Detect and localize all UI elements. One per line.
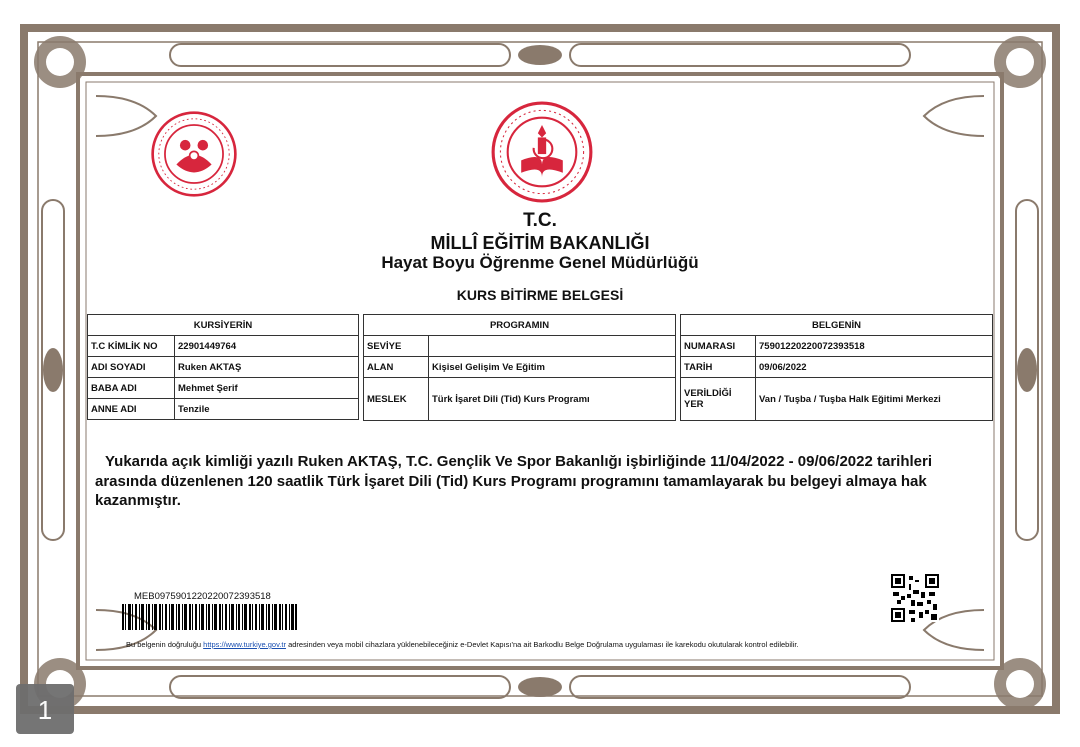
trainee-table (87, 314, 359, 420)
table-row (364, 357, 676, 378)
row-value: Tenzile (175, 399, 359, 420)
row-value: Türk İşaret Dili (Tid) Kurs Programı (429, 378, 676, 421)
row-value (429, 336, 676, 357)
table-row (364, 336, 676, 357)
certificate-statement (95, 452, 995, 511)
row-value: 22901449764 (175, 336, 359, 357)
row-label: MESLEK (364, 378, 429, 421)
qr-code-icon (891, 574, 939, 622)
row-value: 09/06/2022 (756, 357, 993, 378)
document-title: KURS BİTİRME BELGESİ (456, 287, 624, 303)
row-label: BABA ADI (88, 378, 175, 399)
statement-line-2: arasında düzenlenen 120 saatlik Türk İşaret Dili (Tid) Kurs Programı programını tamamlayarak bu belgeyi almaya hak (95, 472, 927, 490)
turkiye-gov-link[interactable]: https://www.turkiye.gov.tr (203, 640, 286, 649)
program-table (363, 314, 676, 421)
row-label: ADI SOYADI (88, 357, 175, 378)
row-value: Van / Tuşba / Tuşba Halk Eğitimi Merkezi (756, 378, 993, 421)
verification-note (126, 640, 799, 649)
heading-ministry: MİLLÎ EĞİTİM BAKANLIĞI (430, 233, 650, 253)
certificate-table-header: BELGENİN (681, 315, 993, 336)
table-row (681, 357, 993, 378)
row-label: ANNE ADI (88, 399, 175, 420)
table-row (681, 336, 993, 357)
gsb-seal-icon (150, 110, 238, 198)
certificate-table (680, 314, 993, 421)
table-row (88, 336, 359, 357)
row-label: TARİH (681, 357, 756, 378)
barcode-number: MEB0975901220220072393518 (134, 591, 271, 602)
barcode-icon (122, 604, 297, 630)
row-value: Ruken AKTAŞ (175, 357, 359, 378)
row-value: Kişisel Gelişim Ve Eğitim (429, 357, 676, 378)
table-row (88, 357, 359, 378)
row-label: T.C KİMLİK NO (88, 336, 175, 357)
row-value: Mehmet Şerif (175, 378, 359, 399)
table-row (88, 399, 359, 420)
table-row (88, 378, 359, 399)
statement-line-1: Yukarıda açık kimliği yazılı Ruken AKTAŞ, T.C. Gençlik Ve Spor Bakanlığı işbirliğinde 11/04/2022 - 09/06/2022 tarihleri (105, 453, 933, 470)
heading-directorate: Hayat Boyu Öğrenme Genel Müdürlüğü (381, 253, 699, 272)
program-table-header: PROGRAMIN (364, 315, 676, 336)
table-row (364, 378, 676, 421)
row-label: ALAN (364, 357, 429, 378)
heading-tc: T.C. (523, 210, 557, 231)
page-number-badge: 1 (16, 684, 74, 734)
row-label: VERİLDİĞİ YER (681, 378, 756, 421)
meb-seal-icon (490, 100, 594, 204)
footer-suffix: adresinden veya mobil cihazlara yüklenebileceğiniz e-Devlet Kapısı'na ait Barkodlu Belge Doğrulama uygulaması ile karekodu okutularak kontrol edilebilir. (288, 640, 799, 649)
row-label: SEVİYE (364, 336, 429, 357)
table-row (681, 378, 993, 421)
footer-prefix: Bu belgenin doğruluğu (126, 640, 202, 649)
statement-line-3: kazanmıştır. (95, 492, 181, 509)
row-label: NUMARASI (681, 336, 756, 357)
row-value: 75901220220072393518 (756, 336, 993, 357)
trainee-table-header: KURSİYERİN (88, 315, 359, 336)
